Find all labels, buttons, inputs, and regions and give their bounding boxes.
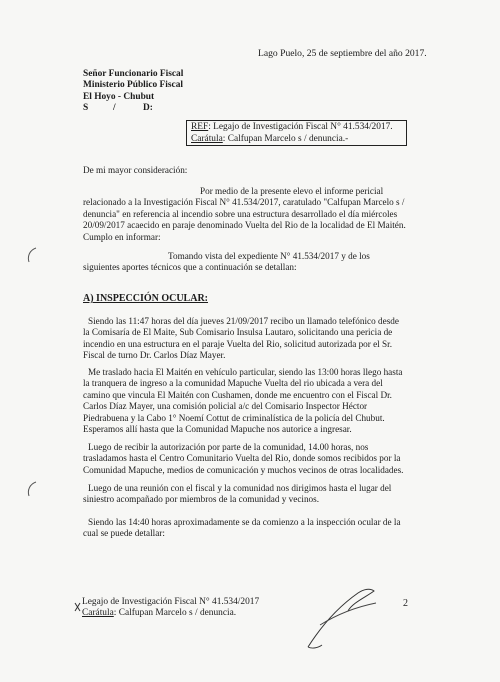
recipient-sd: S / D: [83,103,153,114]
greeting: De mi mayor consideración: [83,165,188,175]
paragraph-1: Siendo las 11:47 horas del día jueves 21/09/2017 recibo un llamado telefónico desde la Comisaría de El Maite, Sub Comisario Insulsa Lautaro, solicitando una pericia de incendio en una estructura en el paraje Vuelta del Rio, solicitud autorizada por el Sr. Fiscal de turno Dr. Carlos Díaz Mayer. [83,316,399,361]
paragraph-4: Luego de una reunión con el fiscal y la comunidad nos dirigimos hasta el lugar del siniestro acompañado por miembros de la comunidad y vecinos. [83,483,392,505]
footer-legajo: Legajo de Investigación Fiscal N° 41.534/2017 [82,597,260,607]
section-title: A) INSPECCIÓN OCULAR: [83,293,209,304]
left-margin-mark-top [28,248,36,262]
letter-date: Lago Puelo, 25 de septiembre del año 2017. [258,48,427,59]
expediente-paragraph: Tomando vista del expediente N° 41.534/2017 y de los siguientes aportes técnicos que a continuación se detallan: [83,251,370,273]
paragraph-5: Siendo las 14:40 horas aproximadamente se da comienzo a la inspección ocular de la cual se puede detallar: [83,517,401,539]
caratula-line: Carátula: Calfupan Marcelo s / denuncia.- [191,133,349,144]
left-margin-mark-bottom [28,482,36,496]
footer-caratula: Carátula: Calfupan Marcelo s / denuncia. [82,608,237,619]
recipient-office: Ministerio Público Fiscal [83,80,183,91]
recipient-title: Señor Funcionario Fiscal [83,69,184,79]
recipient-location: El Hoyo - Chubut [83,91,155,102]
paragraph-3: Luego de recibir la autorización por parte de la comunidad, 14.00 horas, nos trasladamos hasta el Centro Comunitario Vuelta del Rio, donde somos recibidos por la Comunidad Mapuche, medios de comunicación y muchos vecinos de otras localidades. [83,442,404,475]
reference-line: REF: Legajo de Investigación Fiscal N° 41.534/2017. [191,122,393,132]
paragraph-2: Me traslado hacia El Maitén en vehículo particular, siendo las 13:00 horas llego hasta la tranquera de ingreso a la comunidad Mapuche Vuelta del rio ubicada a vera del camino que vincula El Maitén con Cushamen, donde me encuentro con el Fiscal Dr. Carlos Díaz Mayer, una comisión policial a/c del Comisario Inspector Héctor Piedrabuena y la Cabo 1° Noemí Cottut de criminalística de la policía del Chubut. Esperamos allí hasta que la Comunidad Mapuche nos autorice a ingresar. [83,367,403,435]
page-number: 2 [403,598,408,609]
intro-paragraph: Por medio de la presente elevo el informe pericial relacionado a la Investigación Fiscal N° 41.534/2017, caratulado "Calfupan Marcelo s / denuncia" en referencia al incendio sobre una estructura desarrollado el día miércoles 20/09/2017 acaecido en paraje denominado Vuelta del Rio de la localidad de El Maitén. Cumplo en informar: [83,186,406,242]
footer-cross-mark [75,603,80,611]
signature-icon [300,585,390,655]
